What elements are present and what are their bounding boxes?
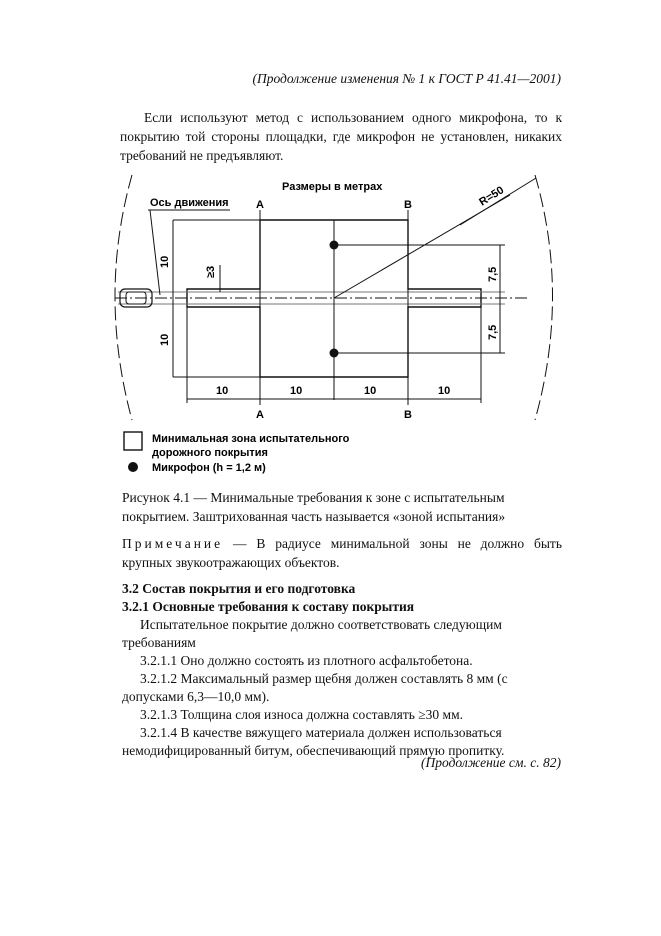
legend-mic-symbol xyxy=(128,462,138,472)
item-3-2-1-3: 3.2.1.3 Толщина слоя износа должна составлять ≥30 мм. xyxy=(140,707,463,722)
axis-leader xyxy=(150,210,160,295)
figure-caption xyxy=(122,488,562,526)
intro-paragraph: Если используют метод с использованием одного микрофона, то к покрытию той стороны площадки, где микрофон не установлен, никаких требований не предъявляют. xyxy=(120,110,562,163)
dim-bottom-4: 10 xyxy=(438,385,451,397)
legend-zone-line2: дорожного покрытия xyxy=(152,447,268,459)
axis-label: Ось движения xyxy=(150,197,229,209)
label-b-top: B xyxy=(404,199,412,211)
page-footer: (Продолжение см. с. 82) xyxy=(421,755,561,770)
test-zone-figure xyxy=(110,170,580,480)
page-header: (Продолжение изменения № 1 к ГОСТ Р 41.41—2001) xyxy=(252,71,561,86)
item-3-2-1-4: 3.2.1.4 В качестве вяжущего материала должен использоваться немодифицированный битум, обеспечивающий прямую пропитку. xyxy=(122,725,505,758)
note-text: — В радиусе минимальной зоны не должно быть крупных звукоотражающих объектов. xyxy=(122,536,562,570)
dim-bottom-3: 10 xyxy=(364,385,377,397)
legend-mic: Микрофон (h = 1,2 м) xyxy=(152,462,266,474)
label-a-top: A xyxy=(256,199,264,211)
dim-right-top: 7,5 xyxy=(487,266,499,282)
label-a-bottom: A xyxy=(256,409,264,421)
dim-lane-width-label: ≥3 xyxy=(205,265,217,278)
dim-left-bottom: 10 xyxy=(159,333,171,346)
dim-bottom-2: 10 xyxy=(290,385,303,397)
caption-line1: Рисунок 4.1 — Минимальные требования к зоне с испытательным xyxy=(122,490,505,505)
dim-right-bottom: 7,5 xyxy=(487,324,499,340)
label-b-bottom: B xyxy=(404,409,412,421)
item-3-2-1-1: 3.2.1.1 Оно должно состоять из плотного асфальтобетона. xyxy=(140,653,473,668)
requirements-intro: Испытательное покрытие должно соответствовать следующим требованиям xyxy=(122,617,502,650)
item-3-2-1-2: 3.2.1.2 Максимальный размер щебня должен составлять 8 мм (с допусками 6,3—10,0 мм). xyxy=(122,671,508,704)
caption-line2: покрытием. Заштрихованная часть называется «зоной испытания» xyxy=(122,509,506,524)
section-3-2-heading: 3.2 Состав покрытия и его подготовка xyxy=(122,581,356,596)
radius-arc-right xyxy=(535,175,553,420)
dim-left-top: 10 xyxy=(159,255,171,268)
radius-label: R=50 xyxy=(477,184,507,209)
note xyxy=(122,534,562,572)
dimensions-note: Размеры в метрах xyxy=(282,181,383,193)
legend-zone-symbol xyxy=(124,432,142,450)
dim-bottom-1: 10 xyxy=(216,385,229,397)
section-3-2-1-heading: 3.2.1 Основные требования к составу покрытия xyxy=(122,599,415,614)
legend-zone-line1: Минимальная зона испытательного xyxy=(152,433,350,445)
note-label: Примечание xyxy=(122,536,224,551)
